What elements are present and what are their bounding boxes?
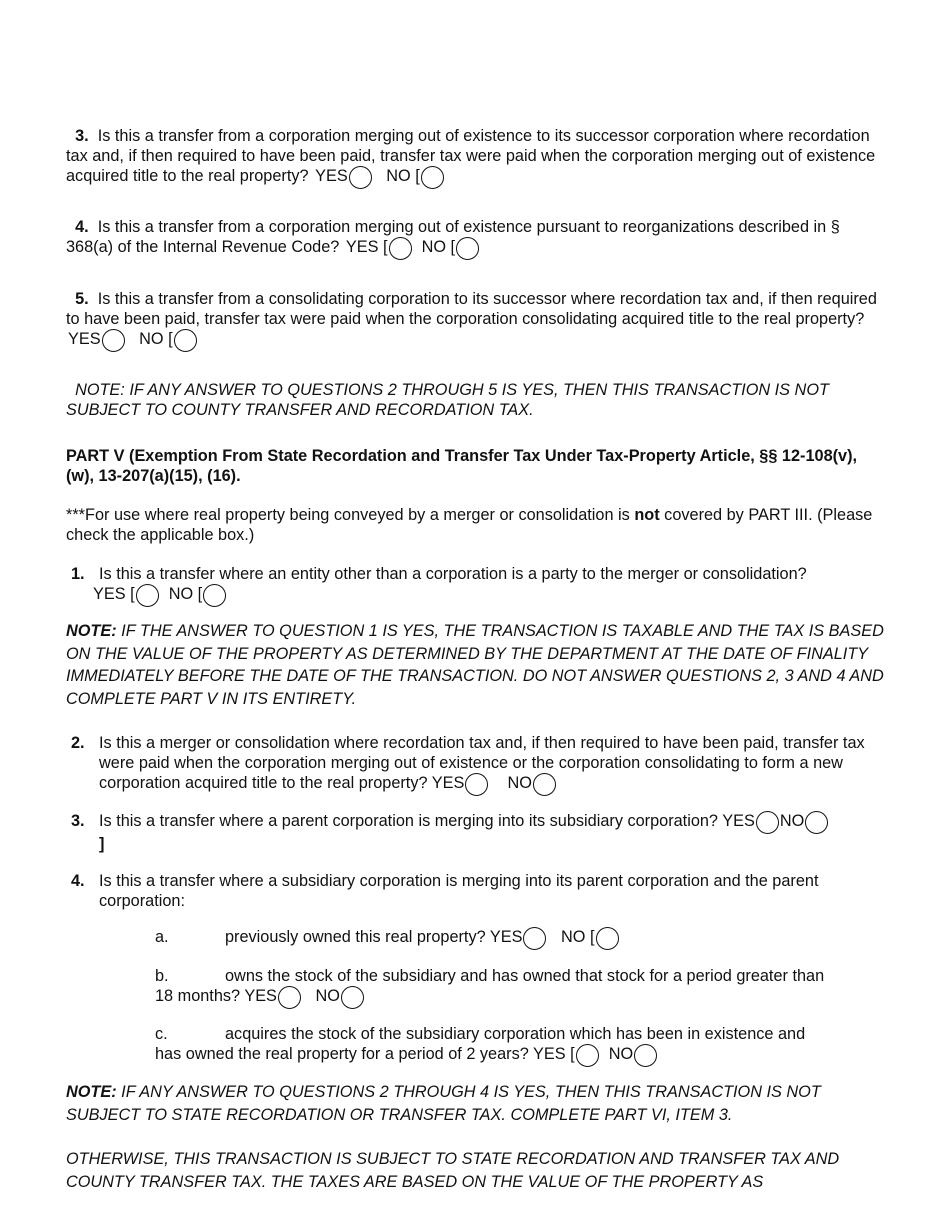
p5-q4c-no-radio[interactable] bbox=[634, 1044, 657, 1067]
p4-note bbox=[66, 380, 886, 420]
p5-q3-text: Is this a transfer where a parent corporation is merging into its subsidiary corporation? bbox=[99, 812, 718, 830]
p4-q5-number: 5. bbox=[75, 290, 89, 308]
p5-q4a-yes-radio[interactable] bbox=[523, 927, 546, 950]
p5-q3-number: 3. bbox=[71, 812, 85, 830]
p5-q4c-no-label: NO bbox=[608, 1045, 634, 1063]
p4-q5-no-label: NO [ bbox=[139, 330, 173, 348]
p4-question-3 bbox=[66, 126, 886, 189]
p5-q2-number: 2. bbox=[71, 734, 85, 752]
p5-q4c-letter: c. bbox=[155, 1025, 168, 1043]
p5-q4c-yes-label: YES [ bbox=[533, 1045, 575, 1063]
p5-q3-bracket: ] bbox=[99, 835, 105, 853]
p4-q5-yes-label: YES bbox=[68, 330, 101, 348]
p4-q3-text: Is this a transfer from a corporation merging out of existence to its successor corporation where recordation tax and, if then required to have been paid, transfer tax were paid when the corporation merging out of existence acquired title to the real property? bbox=[66, 127, 876, 185]
p5-q1-yes-radio[interactable] bbox=[136, 584, 159, 607]
p4-q3-number: 3. bbox=[75, 127, 89, 145]
p4-q5-yes-radio[interactable] bbox=[102, 329, 125, 352]
p5-q1-text: Is this a transfer where an entity other than a corporation is a party to the merger or consolidation? bbox=[99, 565, 807, 583]
p4-q3-no-label: NO [ bbox=[386, 167, 420, 185]
p5-note-1-text: IF THE ANSWER TO QUESTION 1 IS YES, THE TRANSACTION IS TAXABLE AND THE TAX IS BASED ON THE VALUE OF THE PROPERTY AS DETERMINED BY THE DEPARTMENT AT THE DATE OF FINALITY IMMEDIATELY BEFORE THE DATE OF THE TRANSACTION. DO NOT ANSWER QUESTIONS 2, 3 AND 4 AND COMPLETE PART V IN ITS ENTIRETY. bbox=[66, 622, 884, 708]
p5-q4c-text: acquires the stock of the subsidiary corporation which has been in existence and has owned the real property for a period of 2 years? bbox=[155, 1025, 806, 1063]
p5-q4-number: 4. bbox=[71, 872, 85, 890]
p5-q4a-no-radio[interactable] bbox=[596, 927, 619, 950]
part-5-heading: PART V (Exemption From State Recordation and Transfer Tax Under Tax-Property Article, §§ 12-108(v), (w), 13-207(a)(15), (16). bbox=[66, 447, 858, 485]
p5-q4c-yes-radio[interactable] bbox=[576, 1044, 599, 1067]
p4-q4-no-radio[interactable] bbox=[456, 237, 479, 260]
p5-otherwise-note: OTHERWISE, THIS TRANSACTION IS SUBJECT TO STATE RECORDATION AND TRANSFER TAX AND COUNTY TRANSFER TAX. THE TAXES ARE BASED ON THE VALUE OF THE PROPERTY AS bbox=[66, 1150, 840, 1191]
p5-q4b-text: owns the stock of the subsidiary and has owned that stock for a period greater than 18 months? bbox=[155, 967, 825, 1005]
p5-q4-text: Is this a transfer where a subsidiary corporation is merging into its parent corporation and the parent corporation: bbox=[99, 872, 819, 910]
p5-q2-yes-radio[interactable] bbox=[465, 773, 488, 796]
p4-note-text: NOTE: IF ANY ANSWER TO QUESTIONS 2 THROUGH 5 IS YES, THEN THIS TRANSACTION IS NOT SUBJECT TO COUNTY TRANSFER AND RECORDATION TAX. bbox=[66, 381, 829, 419]
p5-q2-text-wrap bbox=[99, 733, 886, 796]
p5-q1-no-label: NO [ bbox=[168, 585, 203, 603]
p5-question-1 bbox=[66, 564, 886, 607]
p5-q4a-text: previously owned this real property? bbox=[225, 928, 486, 946]
p5-q4-item-b bbox=[155, 966, 835, 1009]
p5-q2-text: Is this a merger or consolidation where recordation tax and, if then required to have been paid, transfer tax were paid when the corporation merging out of existence or the corporation consolidating to form a new corporation acquired title to the real property? bbox=[99, 734, 865, 792]
p5-q4a-letter: a. bbox=[155, 928, 169, 946]
p5-q4a-yes-label: YES bbox=[489, 928, 523, 946]
p5-q1-no-radio[interactable] bbox=[203, 584, 226, 607]
p5-note-1 bbox=[66, 620, 886, 710]
p5-q4b-yes-label: YES bbox=[244, 987, 277, 1005]
p5-q4-item-c bbox=[155, 1024, 835, 1067]
p5-note-2-label: NOTE: bbox=[66, 1083, 117, 1101]
p4-question-5 bbox=[66, 289, 886, 352]
p5-q4b-letter: b. bbox=[155, 967, 169, 985]
p5-note-2-text: IF ANY ANSWER TO QUESTIONS 2 THROUGH 4 IS YES, THEN THIS TRANSACTION IS NOT SUBJECT TO STATE RECORDATION OR TRANSFER TAX. COMPLETE PART VI, ITEM 3. bbox=[66, 1083, 821, 1124]
p5-q1-options bbox=[93, 584, 886, 607]
p4-q5-no-radio[interactable] bbox=[174, 329, 197, 352]
p4-q4-no-label: NO [ bbox=[421, 238, 456, 256]
p4-q4-number: 4. bbox=[75, 218, 89, 236]
p5-q3-yes-label: YES bbox=[722, 812, 755, 830]
p5-question-4 bbox=[66, 871, 886, 911]
p5-q3-yes-radio[interactable] bbox=[756, 811, 779, 834]
part-5-intro bbox=[66, 505, 886, 545]
part-5-intro-text-end: covered by PART III. (Please check the applicable box.) bbox=[66, 506, 873, 544]
p5-q4b-no-label: NO bbox=[315, 987, 340, 1005]
p5-q3-text-wrap bbox=[99, 811, 896, 854]
p5-q4b-yes-radio[interactable] bbox=[278, 986, 301, 1009]
p5-q3-no-radio[interactable] bbox=[805, 811, 828, 834]
p5-q1-yes-label: YES [ bbox=[93, 585, 135, 603]
p5-q2-yes-label: YES bbox=[431, 774, 465, 792]
p5-q3-no-label: NO bbox=[779, 812, 805, 830]
p5-note-1-label: NOTE: bbox=[66, 622, 117, 640]
p5-q4a-no-label: NO [ bbox=[561, 928, 595, 946]
p5-q1-number: 1. bbox=[71, 565, 85, 583]
p5-question-3 bbox=[66, 811, 896, 854]
p5-q2-no-label: NO bbox=[507, 774, 532, 792]
p5-question-2 bbox=[66, 733, 886, 796]
p4-q3-no-radio[interactable] bbox=[421, 166, 444, 189]
p4-q4-yes-radio[interactable] bbox=[389, 237, 412, 260]
p5-q4b-no-radio[interactable] bbox=[341, 986, 364, 1009]
p4-q3-yes-label: YES bbox=[315, 167, 348, 185]
p5-note-2 bbox=[66, 1081, 886, 1126]
p4-q4-text: Is this a transfer from a corporation merging out of existence pursuant to reorganizations described in § 368(a) of the Internal Revenue Code? bbox=[66, 218, 840, 256]
p4-q3-yes-radio[interactable] bbox=[349, 166, 372, 189]
p4-question-4 bbox=[66, 217, 886, 260]
p4-q5-text: Is this a transfer from a consolidating corporation to its successor where recordation tax and, if then required to have been paid, transfer tax were paid when the corporation consolidating acquired title to the real property? bbox=[66, 290, 877, 328]
p4-q4-yes-label: YES [ bbox=[345, 238, 388, 256]
p5-q4-item-a bbox=[155, 927, 835, 950]
part-5-intro-not: not bbox=[634, 506, 660, 524]
p5-q2-no-radio[interactable] bbox=[533, 773, 556, 796]
part-5-intro-text: ***For use where real property being conveyed by a merger or consolidation is bbox=[66, 506, 635, 524]
